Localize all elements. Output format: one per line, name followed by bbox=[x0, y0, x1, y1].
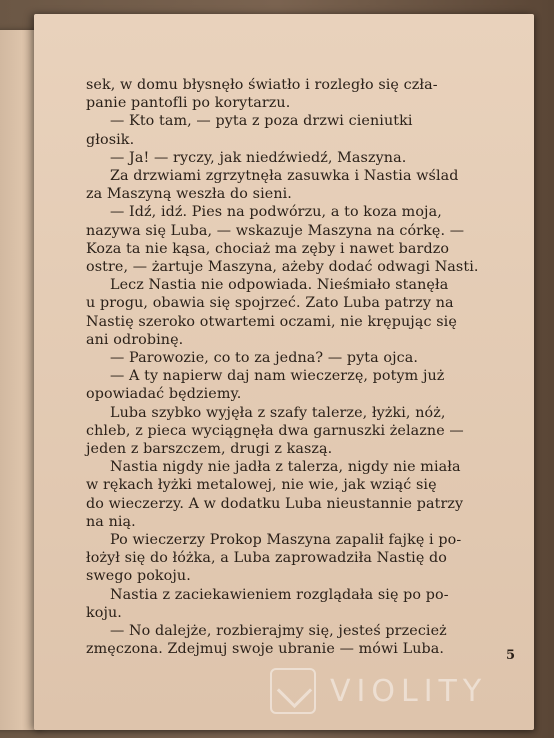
text-line: łożył się do łóżka, a Luba zaprowadziła Nastię do bbox=[86, 550, 448, 567]
text-line: Luba szybko wyjęła z szafy talerze, łyżki, nóż, bbox=[110, 404, 446, 421]
page-text bbox=[86, 76, 506, 659]
text-line: Lecz Nastia nie odpowiada. Nieśmiało stanęła bbox=[110, 277, 449, 294]
text-line: — No dalejże, rozbierajmy się, jesteś przecież bbox=[110, 623, 447, 640]
text-line: Nastia z zaciekawieniem rozglądała się po po- bbox=[110, 586, 449, 603]
text-line: Nastia nigdy nie jadła z talerza, nigdy nie miała bbox=[110, 459, 461, 476]
text-line: — Parowozie, co to za jedna? — pyta ojca. bbox=[110, 350, 419, 367]
text-line: ostre, — żartuje Maszyna, ażeby dodać odwagi Nasti. bbox=[86, 259, 479, 276]
text-line: Po wieczerzy Prokop Maszyna zapalił fajkę i po- bbox=[110, 532, 462, 549]
text-line: ani odrobinę. bbox=[86, 331, 184, 348]
text-line: nazywa się Luba, — wskazuje Maszyna na córkę. — bbox=[86, 222, 465, 239]
text-line: jeden z barszczem, drugi z kaszą. bbox=[86, 441, 333, 458]
text-line: Nastię szeroko otwartemi oczami, nie krępując się bbox=[86, 313, 457, 330]
watermark bbox=[270, 664, 530, 718]
text-line: — A ty napierw daj nam wieczerzę, potym już bbox=[110, 368, 445, 385]
text-line: na nią. bbox=[86, 513, 136, 530]
text-line: koju. bbox=[86, 604, 122, 621]
text-line: sek, w domu błysnęło światło i rozległo się czła- bbox=[86, 77, 438, 93]
text-line: w rękach łyżki metalowej, nie wie, jak wziąć się bbox=[86, 477, 437, 494]
text-line: — Idź, idź. Pies na podwórzu, a to koza moja, bbox=[110, 204, 442, 221]
book-page bbox=[34, 14, 534, 730]
text-line: chleb, z pieca wyciągnęła dwa garnuszki żelazne — bbox=[86, 422, 464, 439]
text-line: panie pantofli po korytarzu. bbox=[86, 95, 291, 112]
text-line: u progu, obawia się spojrzeć. Zato Luba patrzy na bbox=[86, 295, 454, 312]
violity-logo-icon bbox=[270, 668, 316, 714]
text-line: za Maszyną weszła do sieni. bbox=[86, 186, 292, 203]
page-number: 5 bbox=[506, 648, 516, 663]
text-line: Koza ta nie kąsa, chociaż ma zęby i nawet bardzo bbox=[86, 240, 450, 257]
text-line: głosik. bbox=[86, 131, 135, 148]
text-line: — Kto tam, — pyta z poza drzwi cieniutki bbox=[110, 113, 413, 130]
text-line: opowiadać będziemy. bbox=[86, 386, 242, 403]
text-line: — Ja! — ryczy, jak niedźwiedź, Maszyna. bbox=[110, 149, 407, 166]
text-line: zmęczona. Zdejmuj swoje ubranie — mówi Luba. bbox=[86, 641, 445, 658]
watermark-text: VIOLITY bbox=[330, 673, 488, 709]
text-line: do wieczerzy. A w dodatku Luba nieustannie patrzy bbox=[86, 495, 464, 512]
text-line: Za drzwiami zgrzytnęła zasuwka i Nastia wślad bbox=[110, 168, 459, 185]
text-line: swego pokoju. bbox=[86, 568, 191, 585]
